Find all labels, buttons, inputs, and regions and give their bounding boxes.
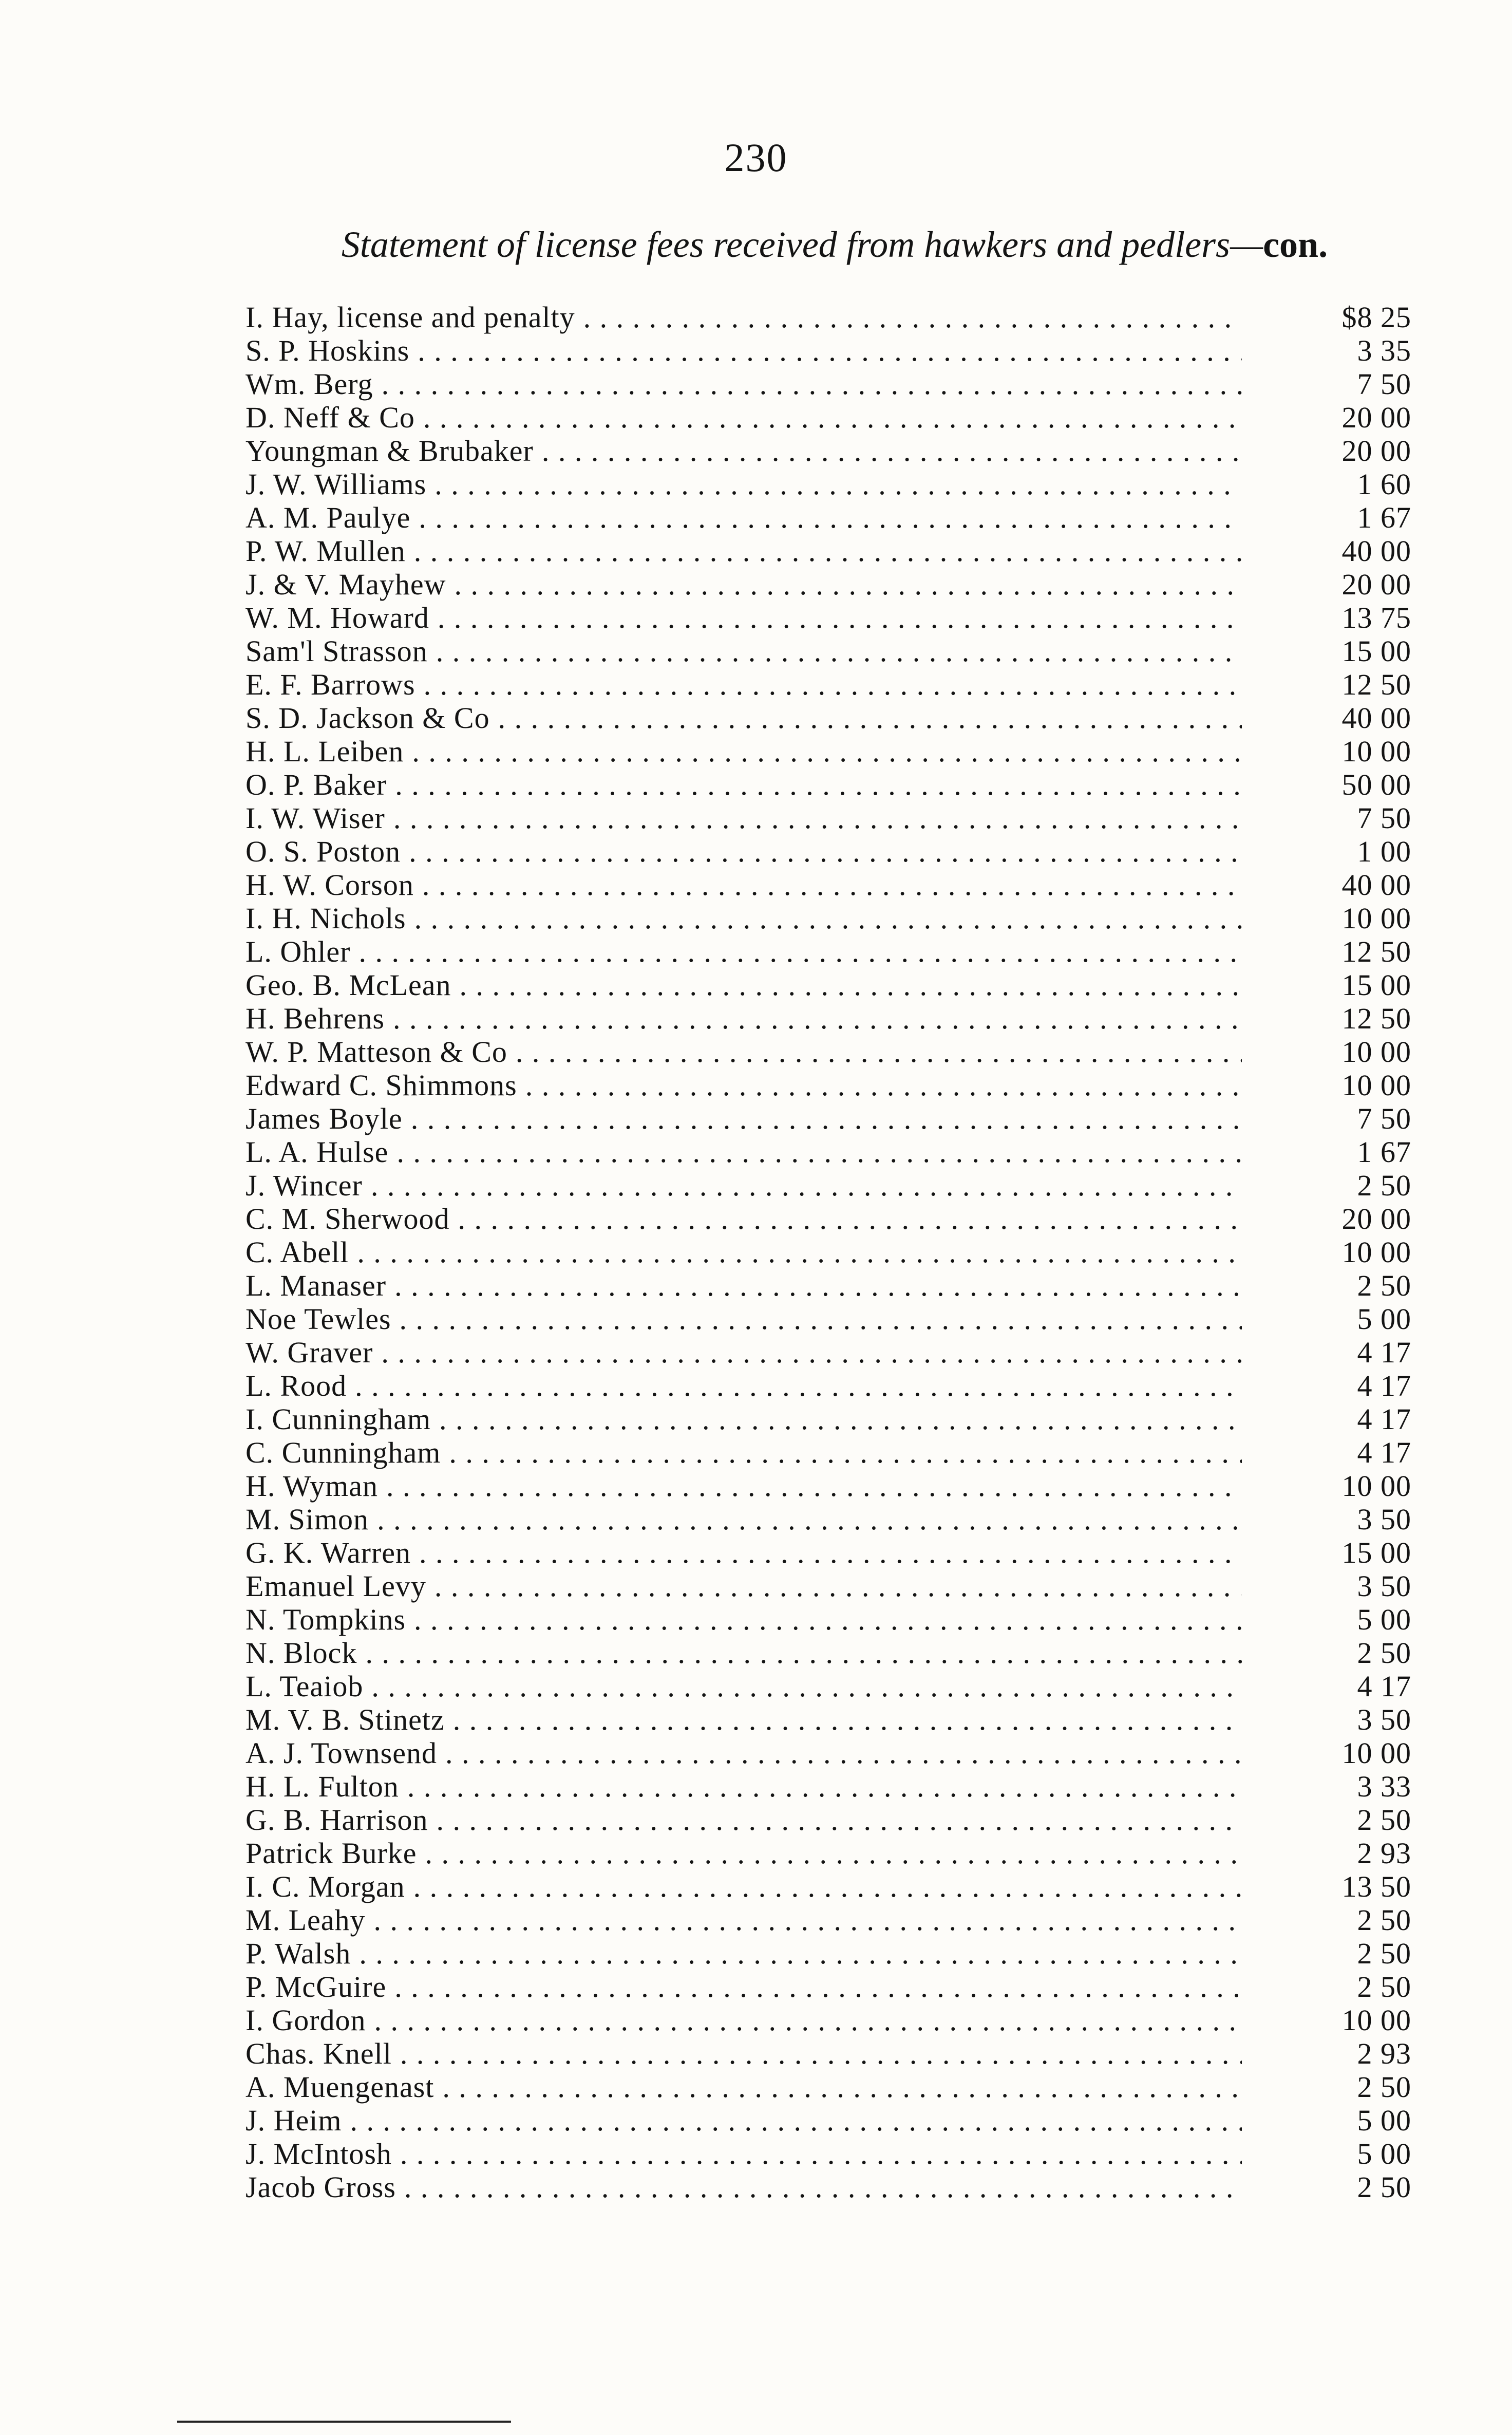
entry-name: L. Ohler . . . [245, 935, 1242, 968]
entry-amount: 10 00 [1341, 902, 1411, 935]
list-item [245, 1369, 1411, 1402]
list-item [245, 1169, 1411, 1202]
entry-name: P. W. Mullen . . . [245, 534, 1242, 568]
entry-name: I. Gordon . . . [245, 2003, 1242, 2037]
list-item [245, 1336, 1411, 1369]
list-item [245, 1235, 1411, 1269]
entry-amount: 2 50 [1357, 2070, 1411, 2104]
entry-name: W. Graver . . . [245, 1336, 1242, 1369]
list-item [245, 501, 1411, 534]
entry-amount: 5 00 [1357, 2137, 1411, 2170]
entry-amount: 7 50 [1357, 1102, 1411, 1135]
entry-amount: 40 00 [1341, 534, 1411, 568]
entry-name: H. Wyman . . . [245, 1469, 1242, 1503]
entry-amount: 40 00 [1341, 701, 1411, 735]
list-item [245, 1302, 1411, 1336]
entry-amount: 13 50 [1341, 1870, 1411, 1903]
list-item [245, 2037, 1411, 2070]
list-item [245, 1569, 1411, 1603]
entry-name: G. B. Harrison . . . [245, 1803, 1242, 1837]
entry-name: Edward C. Shimmons . . . [245, 1069, 1242, 1102]
entry-amount: 2 50 [1357, 1269, 1411, 1302]
entry-amount: 3 50 [1357, 1569, 1411, 1603]
entry-name: N. Block . . . [245, 1636, 1242, 1670]
entry-name: W. P. Matteson & Co . . . [245, 1035, 1242, 1069]
list-item [245, 601, 1411, 634]
list-item [245, 1035, 1411, 1069]
list-item [245, 1536, 1411, 1569]
entry-name: L. Teaiob . . . [245, 1670, 1242, 1703]
entry-name: H. W. Corson . . . [245, 868, 1242, 902]
list-item [245, 835, 1411, 868]
entry-name: Jacob Gross . . . [245, 2170, 1242, 2204]
entry-name: I. Hay, license and penalty . . . [245, 301, 1242, 334]
list-item [245, 1436, 1411, 1469]
entry-amount: 15 00 [1341, 968, 1411, 1002]
entry-amount: 50 00 [1341, 768, 1411, 801]
entry-amount: 10 00 [1341, 1069, 1411, 1102]
list-item [245, 668, 1411, 701]
entry-amount: 20 00 [1341, 1202, 1411, 1235]
list-item [245, 1670, 1411, 1703]
entry-name: O. S. Poston . . . [245, 835, 1242, 868]
entry-name: S. D. Jackson & Co . . . [245, 701, 1242, 735]
list-item [245, 1870, 1411, 1903]
entry-name: A. Muengenast . . . [245, 2070, 1242, 2104]
list-item [245, 1503, 1411, 1536]
footer-rule [177, 2421, 511, 2423]
entry-name: James Boyle . . . [245, 1102, 1242, 1135]
list-item [245, 1402, 1411, 1436]
entry-name: J. Heim . . . [245, 2104, 1242, 2137]
list-item [245, 367, 1411, 401]
entry-amount: 3 33 [1357, 1770, 1411, 1803]
entry-name: M. Simon . . . [245, 1503, 1242, 1536]
list-item [245, 1970, 1411, 2003]
entry-amount: 13 75 [1341, 601, 1411, 634]
license-fee-list [245, 301, 1411, 2204]
entry-amount: 10 00 [1341, 1736, 1411, 1770]
entry-name: I. W. Wiser . . . [245, 801, 1242, 835]
entry-name: P. McGuire . . . [245, 1970, 1242, 2003]
entry-amount: 4 17 [1357, 1336, 1411, 1369]
entry-name: Chas. Knell . . . [245, 2037, 1242, 2070]
list-item [245, 701, 1411, 735]
entry-name: J. W. Williams . . . [245, 467, 1242, 501]
title-suffix: con. [1263, 224, 1328, 265]
list-item [245, 1102, 1411, 1135]
entry-name: G. K. Warren . . . [245, 1536, 1242, 1569]
list-item [245, 434, 1411, 467]
entry-amount: 10 00 [1341, 1235, 1411, 1269]
entry-name: L. Rood . . . [245, 1369, 1242, 1402]
entry-amount: 40 00 [1341, 868, 1411, 902]
entry-amount: 2 50 [1357, 1903, 1411, 1937]
list-item [245, 1069, 1411, 1102]
entry-name: W. M. Howard . . . [245, 601, 1242, 634]
entry-amount: 10 00 [1341, 1469, 1411, 1503]
entry-amount: 2 50 [1357, 1970, 1411, 2003]
entry-name: Geo. B. McLean . . . [245, 968, 1242, 1002]
entry-amount: 15 00 [1341, 634, 1411, 668]
list-item [245, 1703, 1411, 1736]
entry-name: Noe Tewles . . . [245, 1302, 1242, 1336]
entry-amount: 2 93 [1357, 1837, 1411, 1870]
entry-name: Emanuel Levy . . . [245, 1569, 1242, 1603]
entry-name: H. Behrens . . . [245, 1002, 1242, 1035]
entry-name: C. Cunningham . . . [245, 1436, 1242, 1469]
list-item [245, 1636, 1411, 1670]
entry-amount: 20 00 [1341, 568, 1411, 601]
entry-name: M. V. B. Stinetz . . . [245, 1703, 1242, 1736]
entry-amount: 12 50 [1341, 935, 1411, 968]
entry-amount: 3 50 [1357, 1703, 1411, 1736]
list-item [245, 2137, 1411, 2170]
entry-name: L. A. Hulse . . . [245, 1135, 1242, 1169]
entry-amount: 5 00 [1357, 2104, 1411, 2137]
entry-amount: 4 17 [1357, 1402, 1411, 1436]
entry-name: A. J. Townsend . . . [245, 1736, 1242, 1770]
entry-name: C. M. Sherwood . . . [245, 1202, 1242, 1235]
list-item [245, 568, 1411, 601]
entry-name: C. Abell . . . [245, 1235, 1242, 1269]
entry-amount: 2 50 [1357, 1937, 1411, 1970]
entry-name: H. L. Leiben . . . [245, 735, 1242, 768]
entry-amount: 5 00 [1357, 1603, 1411, 1636]
list-item [245, 1903, 1411, 1937]
list-item [245, 1736, 1411, 1770]
list-item [245, 1937, 1411, 1970]
entry-name: O. P. Baker . . . [245, 768, 1242, 801]
list-item [245, 301, 1411, 334]
entry-name: I. C. Morgan . . . [245, 1870, 1242, 1903]
entry-name: I. H. Nichols . . . [245, 902, 1242, 935]
entry-name: J. & V. Mayhew . . . [245, 568, 1242, 601]
entry-amount: 12 50 [1341, 668, 1411, 701]
page-number: 230 [724, 135, 788, 180]
entry-name: I. Cunningham . . . [245, 1402, 1242, 1436]
entry-name: M. Leahy . . . [245, 1903, 1242, 1937]
list-item [245, 634, 1411, 668]
entry-name: N. Tompkins . . . [245, 1603, 1242, 1636]
list-item [245, 935, 1411, 968]
entry-amount: 1 67 [1357, 1135, 1411, 1169]
title-text: Statement of license fees received from hawkers and pedlers— [341, 224, 1263, 265]
entry-amount: 10 00 [1341, 2003, 1411, 2037]
entry-name: Sam'l Strasson . . . [245, 634, 1242, 668]
entry-amount: 2 50 [1357, 1169, 1411, 1202]
list-item [245, 735, 1411, 768]
list-item [245, 801, 1411, 835]
entry-name: S. P. Hoskins . . . [245, 334, 1242, 367]
list-item [245, 1770, 1411, 1803]
list-item [245, 968, 1411, 1002]
entry-amount: 1 00 [1357, 835, 1411, 868]
list-item [245, 1603, 1411, 1636]
entry-name: A. M. Paulye . . . [245, 501, 1242, 534]
list-item [245, 902, 1411, 935]
list-item [245, 1135, 1411, 1169]
entry-name: L. Manaser . . . [245, 1269, 1242, 1302]
entry-amount: 5 00 [1357, 1302, 1411, 1336]
list-item [245, 1269, 1411, 1302]
entry-name: P. Walsh . . . [245, 1937, 1242, 1970]
entry-amount: 12 50 [1341, 1002, 1411, 1035]
entry-amount: 10 00 [1341, 1035, 1411, 1069]
entry-amount: 3 35 [1357, 334, 1411, 367]
entry-amount: 1 60 [1357, 467, 1411, 501]
entry-amount: 4 17 [1357, 1670, 1411, 1703]
entry-name: Youngman & Brubaker . . . [245, 434, 1242, 467]
entry-amount: 4 17 [1357, 1369, 1411, 1402]
list-item [245, 768, 1411, 801]
entry-name: D. Neff & Co . . . [245, 401, 1242, 434]
list-item [245, 2003, 1411, 2037]
list-item [245, 334, 1411, 367]
entry-amount: 2 93 [1357, 2037, 1411, 2070]
list-item [245, 467, 1411, 501]
entry-amount: 1 67 [1357, 501, 1411, 534]
entry-amount: 20 00 [1341, 434, 1411, 467]
entry-amount: 2 50 [1357, 2170, 1411, 2204]
list-item [245, 2104, 1411, 2137]
list-item [245, 1002, 1411, 1035]
list-item [245, 534, 1411, 568]
entry-name: J. McIntosh . . . [245, 2137, 1242, 2170]
list-item [245, 868, 1411, 902]
list-item [245, 1837, 1411, 1870]
entry-amount: 4 17 [1357, 1436, 1411, 1469]
entry-amount: 3 50 [1357, 1503, 1411, 1536]
entry-amount: 2 50 [1357, 1803, 1411, 1837]
page-title [252, 223, 1418, 266]
list-item [245, 1202, 1411, 1235]
entry-name: E. F. Barrows . . . [245, 668, 1242, 701]
entry-amount: 10 00 [1341, 735, 1411, 768]
entry-amount: 7 50 [1357, 367, 1411, 401]
entry-name: Wm. Berg . . . [245, 367, 1242, 401]
list-item [245, 2070, 1411, 2104]
list-item [245, 1803, 1411, 1837]
entry-amount: 2 50 [1357, 1636, 1411, 1670]
entry-amount: 15 00 [1341, 1536, 1411, 1569]
entry-amount: 7 50 [1357, 801, 1411, 835]
entry-amount: 20 00 [1341, 401, 1411, 434]
entry-name: H. L. Fulton . . . [245, 1770, 1242, 1803]
list-item [245, 2170, 1411, 2204]
entry-name: Patrick Burke . . . [245, 1837, 1242, 1870]
entry-name: J. Wincer . . . [245, 1169, 1242, 1202]
list-item [245, 1469, 1411, 1503]
entry-amount: $8 25 [1341, 301, 1411, 334]
list-item [245, 401, 1411, 434]
